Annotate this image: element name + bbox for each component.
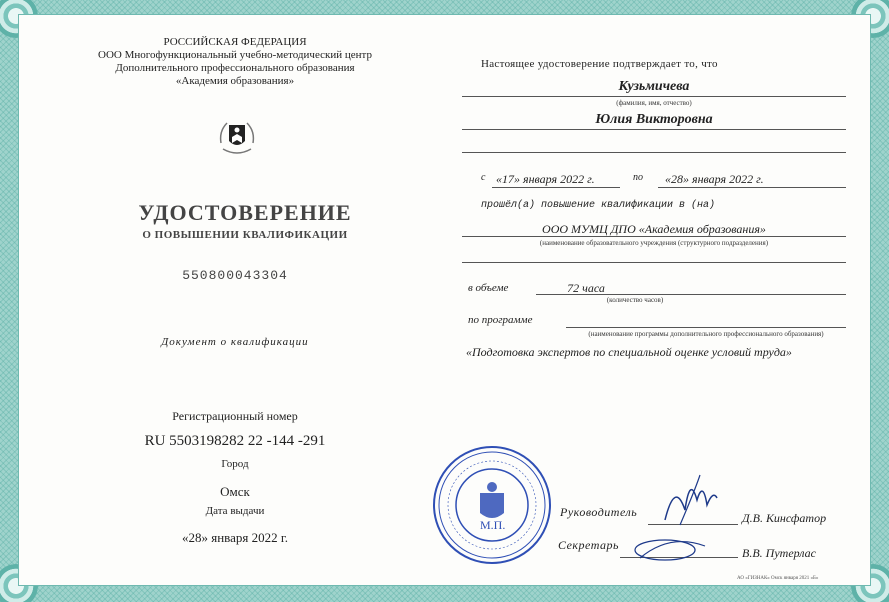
header-line: РОССИЙСКАЯ ФЕДЕРАЦИЯ bbox=[163, 36, 307, 48]
header-line: ООО Многофункциональный учебно-методический центр bbox=[98, 49, 372, 61]
certificate-number: 550800043304 bbox=[182, 268, 288, 283]
secretary-signature-icon bbox=[625, 528, 715, 568]
printer-footer: АО «ГИЗНАК» Омск января 2021 «Б» bbox=[737, 576, 819, 581]
head-label: Руководитель bbox=[560, 505, 638, 519]
issue-date-label: Дата выдачи bbox=[205, 505, 265, 517]
period-to-label: по bbox=[633, 172, 643, 183]
period-from-date: «17» января 2022 г. bbox=[496, 172, 595, 186]
issuer-header bbox=[70, 36, 400, 88]
given-names: Юлия Викторовна bbox=[595, 112, 713, 127]
surname: Кузьмичева bbox=[618, 79, 690, 94]
certificate-subtitle: О ПОВЫШЕНИИ КВАЛИФИКАЦИИ bbox=[142, 229, 348, 241]
surname-caption: (фамилия, имя, отчество) bbox=[616, 99, 692, 107]
secretary-label: Секретарь bbox=[558, 538, 619, 552]
registration-label: Регистрационный номер bbox=[172, 409, 298, 423]
head-name: Д.В. Кинсфатор bbox=[742, 511, 827, 525]
organization-stamp-icon bbox=[430, 443, 554, 567]
program-caption: (наименование программы дополнительного профессионального образования) bbox=[588, 330, 824, 338]
header-line: «Академия образования» bbox=[175, 75, 295, 87]
secretary-name: В.В. Путерлас bbox=[742, 546, 816, 560]
city-value: Омск bbox=[220, 484, 250, 499]
intro-text: Настоящее удостоверение подтверждает то, что bbox=[481, 58, 718, 70]
program-label: по программе bbox=[468, 314, 533, 326]
city-label: Город bbox=[221, 458, 249, 470]
volume-label: в объеме bbox=[468, 282, 509, 294]
passed-training-text: прошёл(а) повышение квалификации в (на) bbox=[481, 200, 716, 211]
header-line: Дополнительного профессионального образования bbox=[115, 62, 355, 74]
period-from-label: с bbox=[481, 172, 486, 183]
program-name: «Подготовка экспертов по специальной оценке условий труда» bbox=[466, 345, 792, 359]
organization-caption: (наименование образовательного учреждения (структурного подразделения) bbox=[539, 239, 769, 247]
head-signature-icon bbox=[655, 470, 725, 530]
stamp-mp: М.П. bbox=[480, 518, 506, 532]
hours-value: 72 часа bbox=[567, 281, 605, 295]
hours-caption: (количество часов) bbox=[606, 296, 664, 304]
registration-number: RU 5503198282 22 -144 -291 bbox=[144, 433, 326, 449]
issue-date: «28» января 2022 г. bbox=[181, 530, 289, 545]
academy-emblem-icon bbox=[213, 113, 261, 161]
period-to-date: «28» января 2022 г. bbox=[665, 172, 764, 186]
document-type: Документ о квалификации bbox=[161, 336, 309, 348]
certificate-title: УДОСТОВЕРЕНИЕ bbox=[138, 200, 352, 225]
organization-name: ООО МУМЦ ДПО «Академия образования» bbox=[542, 222, 766, 236]
